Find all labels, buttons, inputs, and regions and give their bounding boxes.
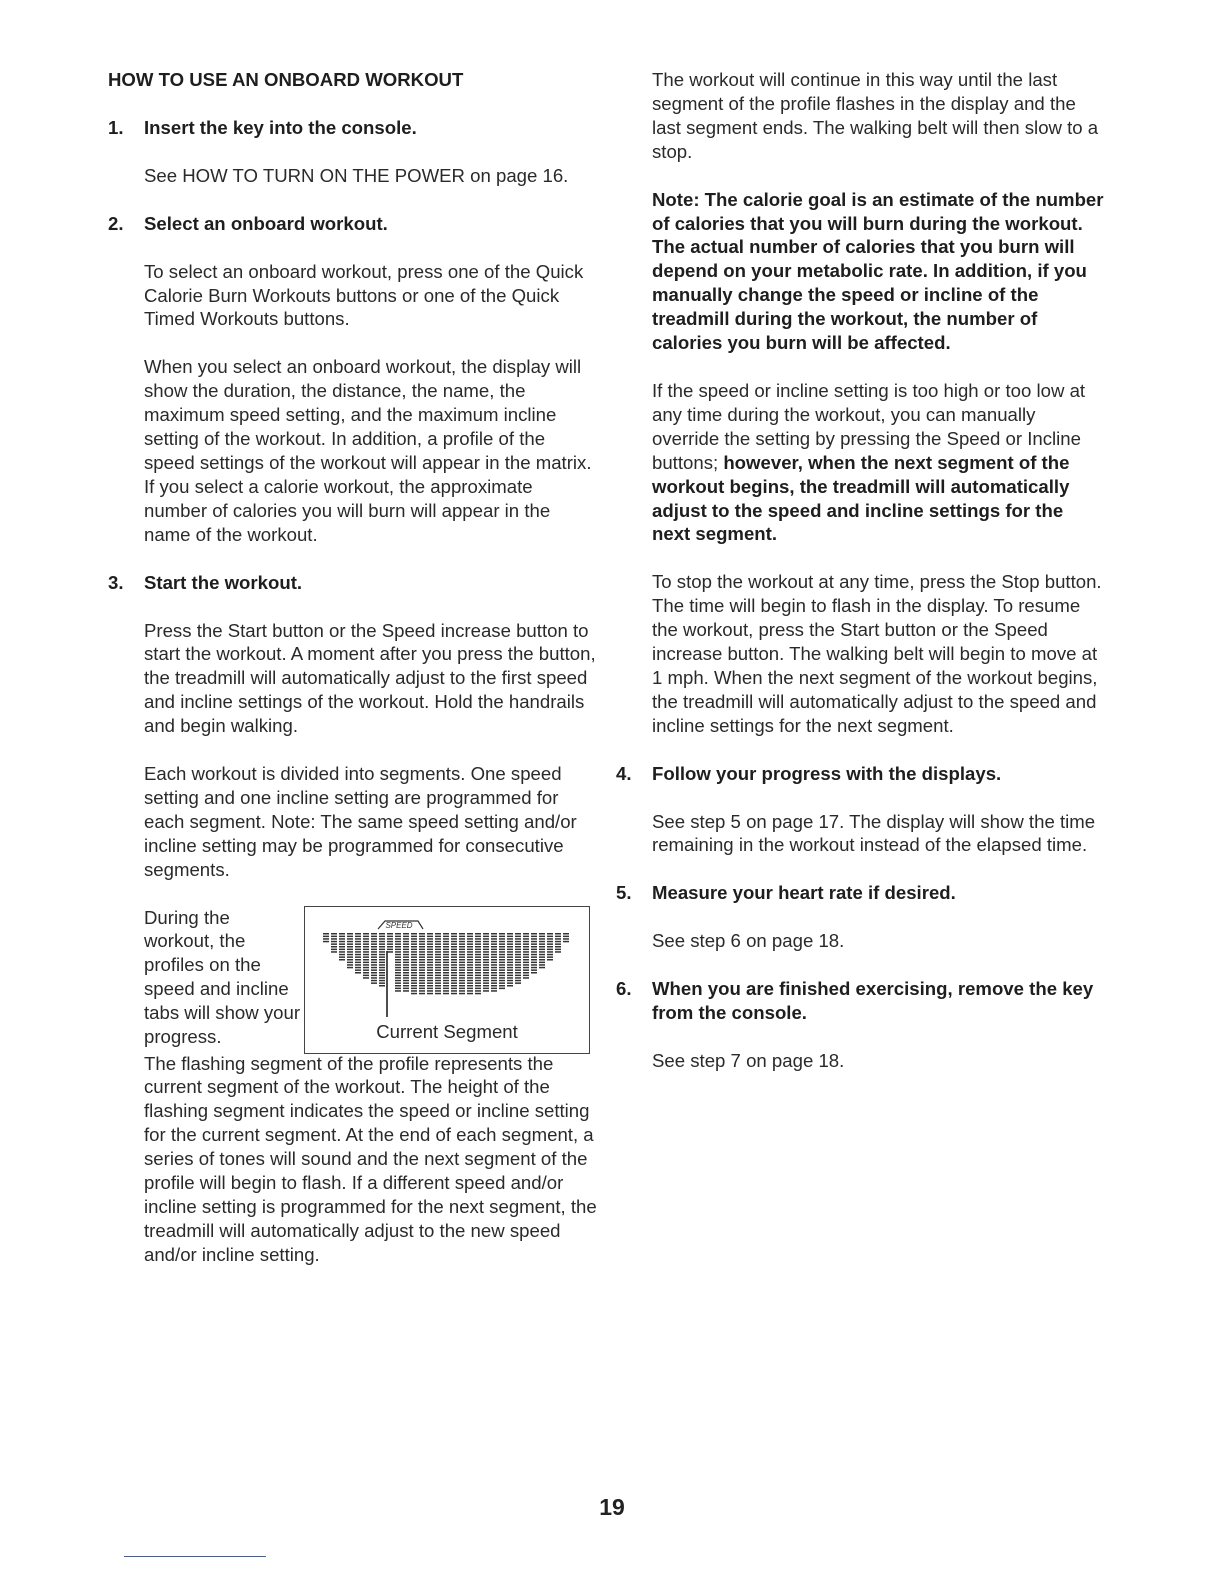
step-3-heading <box>108 571 600 595</box>
step-title: Follow your progress with the displays. <box>652 762 1002 784</box>
override-text <box>616 379 1104 546</box>
step-3-text-1: Press the Start button or the Speed increase button to start the workout. A moment after you press the button, the treadmill will automatically adjust to the first speed and incline settings of the workout. Hold the handrails and begin walking. <box>144 619 596 737</box>
current-segment-label: Current Segment <box>376 1020 518 1042</box>
step-title: Start the workout. <box>144 571 303 593</box>
step-number: 2. <box>108 212 124 234</box>
step-4-text: See step 5 on page 17. The display will show the time remaining in the workout instead of the elapsed time. <box>652 810 1096 856</box>
step-title: Measure your heart rate if desired. <box>652 882 956 904</box>
stop-text: To stop the workout at any time, press the Stop button. The time will begin to flash in the display. To resume the workout, press the Start button or the Speed increase button. The walking belt will begin to move at 1 mph. When the next segment of the workout begins, the treadmill will automatically adjust to the speed and incline settings for the next segment. <box>652 571 1102 736</box>
footer-rule <box>124 1556 266 1557</box>
speed-profile-figure <box>304 906 590 1054</box>
left-column <box>108 68 600 1291</box>
step-number: 6. <box>616 978 632 1000</box>
speed-tab-label: SPEED <box>385 920 413 930</box>
step-6-heading <box>616 977 1104 1025</box>
continue-text: The workout will continue in this way until the last segment of the profile flashes in the display and the last segment ends. The walking belt will then slow to a stop. <box>652 69 1099 162</box>
override-text-bold: however, when the next segment of the workout begins, the treadmill will automatically adjust to the speed and incline settings for the next segment. <box>652 451 1070 545</box>
step-4-heading <box>616 762 1104 786</box>
page-number: 19 <box>599 1494 625 1520</box>
step-number: 5. <box>616 882 632 904</box>
section-heading: HOW TO USE AN ONBOARD WORKOUT <box>108 69 464 90</box>
step-1-heading <box>108 116 600 140</box>
step-2-text-1: To select an onboard workout, press one of the Quick Calorie Burn Workouts buttons or one of the Quick Timed Workouts buttons. <box>144 260 584 330</box>
step-5-heading <box>616 881 1104 905</box>
step-3-text-3: The flashing segment of the profile represents the current segment of the workout. The height of the flashing segment indicates the speed or incline setting for the current segment. At the end of each segment, a series of tones will sound and the next segment of the profile will begin to flash. If a different speed and/or incline setting is programmed for the next segment, the treadmill will automatically adjust to the new speed and/or incline setting. <box>144 1052 597 1265</box>
calorie-note: Note: The calorie goal is an estimate of the number of calories that you will burn during the workout. The actual number of calories that you burn will depend on your metabolic rate. In addition, if you manually change the speed or incline of the treadmill during the workout, the number of calories you burn will be affected. <box>652 188 1104 354</box>
step-5-text: See step 6 on page 18. <box>652 930 845 952</box>
figure-side-text: During the workout, the profiles on the speed and incline tabs will show your progress. <box>144 906 301 1048</box>
step-title: When you are finished exercising, remove the key from the console. <box>652 978 1094 1024</box>
step-2-text-2: When you select an onboard workout, the display will show the duration, the distance, the name, the maximum speed setting, and the maximum incline setting of the workout. In addition, a profile of the speed settings of the workout will appear in the matrix. If you select a calorie workout, the approximate number of calories you will burn will appear in the name of the workout. <box>144 356 592 545</box>
step-3-text-2: Each workout is divided into segments. One speed setting and one incline setting are programmed for each segment. Note: The same speed setting and/or incline setting may be programmed for consecutive segments. <box>144 763 577 880</box>
override-text-normal: If the speed or incline setting is too high or too low at any time during the workout, you can manually override the setting by pressing the Speed or Incline buttons; <box>652 379 1086 473</box>
step-title: Select an onboard workout. <box>144 212 388 234</box>
step-1-text: See HOW TO TURN ON THE POWER on page 16. <box>144 164 569 186</box>
step-number: 1. <box>108 116 124 138</box>
profile-figure-row <box>108 906 600 1054</box>
step-title: Insert the key into the console. <box>144 116 417 138</box>
step-number: 4. <box>616 762 632 784</box>
step-number: 3. <box>108 571 124 593</box>
right-column <box>616 68 1104 1097</box>
step-2-heading <box>108 212 600 236</box>
step-6-text: See step 7 on page 18. <box>652 1050 845 1071</box>
